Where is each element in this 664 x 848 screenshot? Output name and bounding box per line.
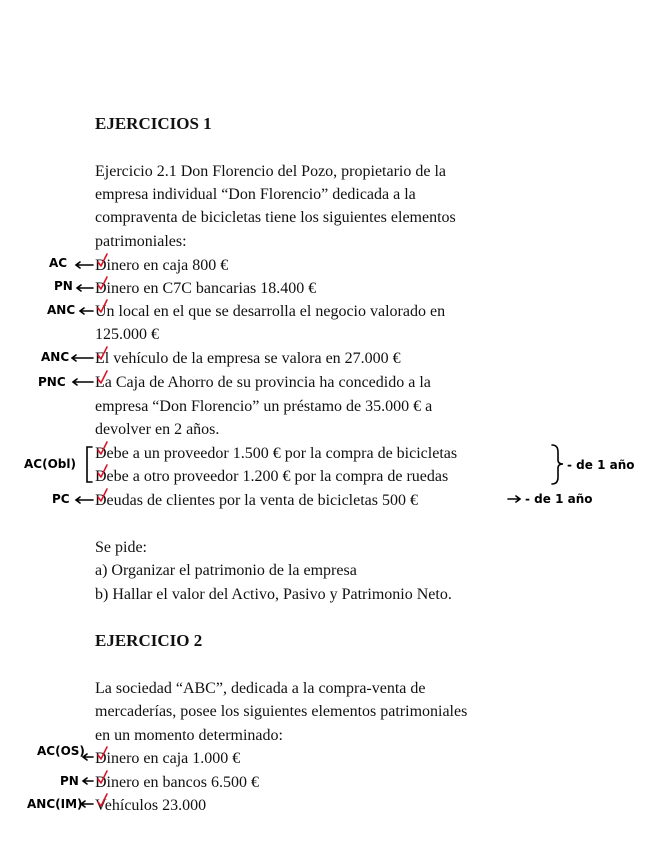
- right-arrow-icon: [508, 496, 520, 502]
- exercise-1-item: Deudas de clientes por la venta de bicicletas 500 €: [95, 492, 418, 509]
- annotation-anc: ANC: [41, 350, 70, 364]
- exercise-1-item: Debe a otro proveedor 1.200 € por la compra de ruedas: [95, 468, 449, 485]
- annotation-pnc: PNC: [38, 375, 66, 389]
- exercise-1-ask: b) Hallar el valor del Activo, Pasivo y Patrimonio Neto.: [95, 586, 452, 603]
- exercise-1-intro-line: patrimoniales:: [95, 233, 187, 250]
- check-icon: [98, 489, 107, 501]
- exercise-1-item: empresa “Don Florencio” un préstamo de 35.000 € a: [95, 398, 433, 415]
- annotation-ac-obl: AC(Obl): [24, 457, 76, 471]
- exercise-2-intro-line: mercaderías, posee los siguientes elementos patrimoniales: [95, 703, 468, 720]
- exercise-1-item: devolver en 2 años.: [95, 421, 220, 438]
- annotation-anc: ANC: [47, 303, 76, 317]
- left-arrow-icon: [72, 355, 93, 361]
- exercise-2-item: Vehículos 23.000: [95, 797, 207, 814]
- check-icon: [98, 371, 107, 383]
- left-arrow-icon: [83, 754, 93, 760]
- check-icon: [98, 465, 107, 477]
- left-arrow-icon: [76, 262, 93, 268]
- check-icon: [98, 771, 107, 783]
- check-icon: [98, 347, 107, 359]
- annotation-anc-im: ANC(IM): [27, 797, 83, 811]
- check-icon: [98, 254, 107, 266]
- left-arrow-icon: [83, 778, 93, 784]
- check-icon: [98, 277, 107, 289]
- exercise-1-intro-line: compraventa de bicicletas tiene los siguientes elementos: [95, 209, 456, 226]
- exercise-1-item: El vehículo de la empresa se valora en 27.000 €: [95, 350, 401, 367]
- check-icon: [98, 794, 107, 806]
- annotation-bracket-note: - de 1 año: [567, 458, 635, 472]
- check-icon: [98, 747, 107, 759]
- left-arrow-icon: [81, 801, 93, 807]
- left-bracket: [87, 447, 92, 482]
- exercise-2-intro-line: en un momento determinado:: [95, 727, 283, 744]
- check-icon: [98, 300, 107, 312]
- annotation-pn: PN: [60, 774, 79, 788]
- left-arrow-icon: [73, 379, 93, 385]
- exercise-1-intro-line: Ejercicio 2.1 Don Florencio del Pozo, propietario de la: [95, 163, 447, 180]
- annotation-pc: PC: [52, 492, 70, 506]
- left-arrow-icon: [80, 308, 93, 314]
- exercise-1-item: Debe a un proveedor 1.500 € por la compra de bicicletas: [95, 445, 458, 462]
- annotation-pn: PN: [54, 279, 73, 293]
- exercise-1-ask: Se pide:: [95, 539, 147, 556]
- annotation-ac-os: AC(OS): [37, 744, 85, 758]
- check-icon: [98, 442, 107, 454]
- exercise-1-item: 125.000 €: [95, 326, 159, 343]
- exercise-1-item: Un local en el que se desarrolla el negocio valorado en: [95, 303, 446, 320]
- exercise-1-item: Dinero en C7C bancarias 18.400 €: [95, 280, 317, 297]
- right-curly-brace: [552, 445, 563, 484]
- annotation-ac: AC: [49, 256, 68, 270]
- exercise-1-heading: EJERCICIOS 1: [95, 114, 212, 133]
- exercise-2-intro-line: La sociedad “ABC”, dedicada a la compra-venta de: [95, 680, 426, 697]
- exercise-1-item: La Caja de Ahorro de su provincia ha concedido a la: [95, 374, 431, 391]
- exercise-2-heading: EJERCICIO 2: [95, 631, 203, 650]
- exercise-1-intro-line: empresa individual “Don Florencio” dedicada a la: [95, 186, 416, 203]
- exercise-2-item: Dinero en caja 1.000 €: [95, 750, 241, 767]
- exercise-2-item: Dinero en bancos 6.500 €: [95, 774, 259, 791]
- exercise-1-item: Dinero en caja 800 €: [95, 257, 229, 274]
- annotation-row-note: - de 1 año: [525, 492, 593, 506]
- exercise-1-ask: a) Organizar el patrimonio de la empresa: [95, 562, 357, 579]
- left-arrow-icon: [77, 285, 93, 291]
- left-arrow-icon: [76, 497, 93, 503]
